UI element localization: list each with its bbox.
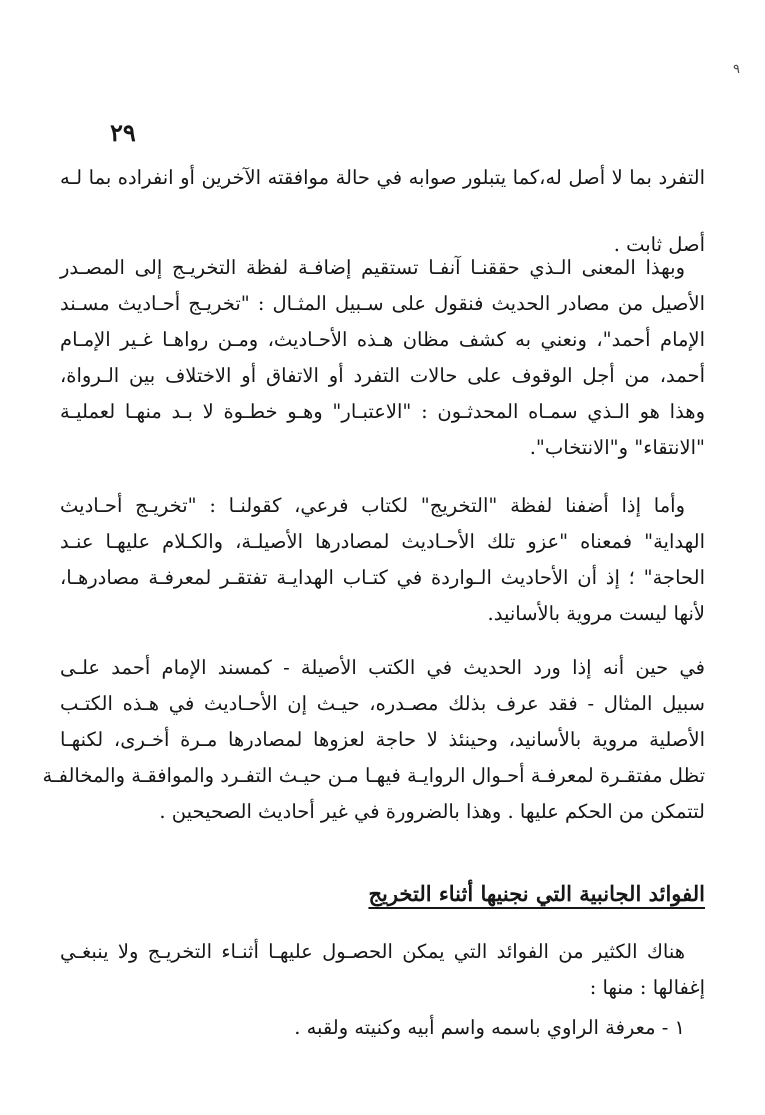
paragraph-3-line-3: الحاجة" ؛ إذ أن الأحاديث الـواردة في كتـاب الهدايـة تفتقـر لمعرفـة مصادرهـا،: [60, 566, 705, 589]
paragraph-3-line-1: وأما إذا أضفنا لفظة "التخريج" لكتاب فرعي، كقولنـا : "تخريـج أحـاديث: [60, 494, 685, 517]
paragraph-4-line-3: الأصلية مروية بالأسانيد، وحينئذ لا حاجة لعزوها لمصادرها مـرة أخـرى، لكنهـا: [60, 728, 705, 751]
paragraph-4-line-1: في حين أنه إذا ورد الحديث في الكتب الأصيلة - كمسند الإمام أحمد علـى: [60, 656, 705, 679]
paragraph-3-line-2: الهداية" فمعناه "عزو تلك الأحـاديث لمصادرها الأصيلـة، والكـلام عليهـا عنـد: [60, 530, 705, 553]
paragraph-2-line-4: أحمد، من أجل الوقوف على حالات التفرد أو الاتفاق أو الاختلاف بين الـرواة،: [60, 364, 705, 387]
paragraph-1-line-1: التفرد بما لا أصل له،كما يتبلور صوابه في حالة موافقته الآخرين أو انفراده بما لـه: [60, 166, 705, 189]
list-item-1: ١ - معرفة الراوي باسمه واسم أبيه وكنيته ولقبه .: [294, 1016, 685, 1039]
closing-line-2: إغفالها : منها :: [589, 976, 705, 999]
paragraph-1-line-2: أصل ثابت .: [613, 233, 705, 256]
paragraph-2-line-1: وبهذا المعنى الـذي حققنـا آنفـا تستقيم إضافـة لفظة التخريـج إلى المصـدر: [60, 256, 685, 279]
section-heading: الفوائد الجانبية التي نجنيها أثناء التخريج: [368, 881, 705, 906]
paragraph-2-line-3: الإمام أحمد"، ونعني به كشف مظان هـذه الأحـاديث، ومـن رواهـا غـير الإمـام: [60, 328, 705, 351]
paragraph-4-line-2: سبيل المثال - فقد عرف بذلك مصـدره، حيـث إن الأحـاديث في هـذه الكتـب: [60, 692, 705, 715]
paragraph-2-line-5: وهذا هو الـذي سمـاه المحدثـون : "الاعتبـار" وهـو خطـوة لا بـد منهـا لعمليـة: [60, 400, 705, 423]
paragraph-4-line-5: لتتمكن من الحكم عليها . وهذا بالضرورة في غير أحاديث الصحيحين .: [159, 800, 705, 823]
page-number: ٢٩: [110, 118, 136, 147]
paragraph-2-line-2: الأصيل من مصادر الحديث فنقول على سـبيل المثـال : "تخريـج أحـاديث مسـند: [60, 292, 705, 315]
paragraph-4-line-4: تظل مفتقـرة لمعرفـة أحـوال الروايـة فيهـا مـن حيـث التفـرد والموافقـة والمخالفـة: [42, 764, 705, 787]
paragraph-3-line-4: لأنها ليست مروية بالأسانيد.: [487, 602, 705, 625]
closing-line-1: هناك الكثير من الفوائد التي يمكن الحصـول عليهـا أثنـاء التخريـج ولا ينبغـي: [60, 940, 685, 963]
paragraph-2-line-6: "الانتقاء" و"الانتخاب".: [529, 436, 705, 459]
corner-mark: ٩: [733, 62, 740, 77]
